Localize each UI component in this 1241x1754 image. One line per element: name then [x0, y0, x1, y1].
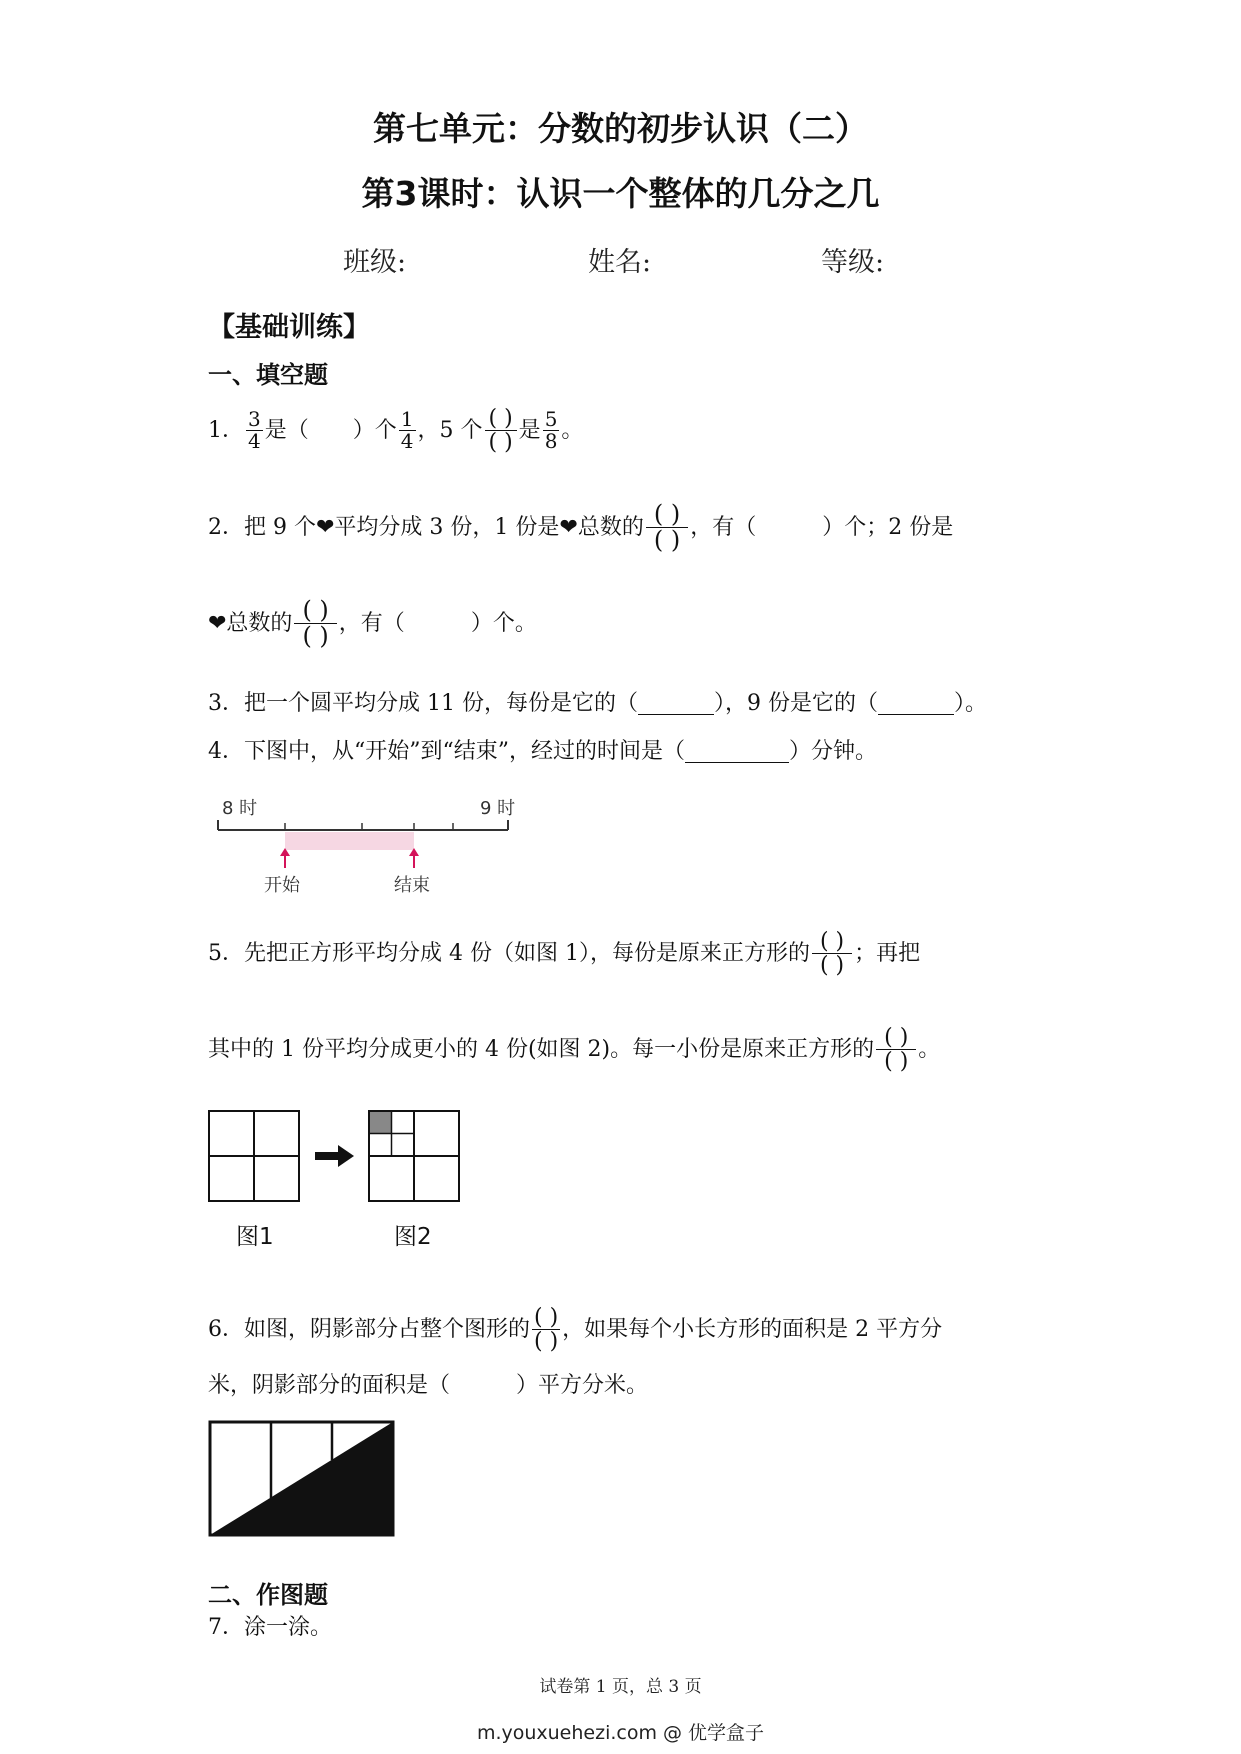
part-fill-in-blanks: 一、填空题: [208, 361, 328, 389]
grade-label: 等级:: [821, 247, 885, 278]
denominator-blank[interactable]: ( ): [653, 526, 681, 555]
q4-text-a: 4．下图中，从“开始”到“结束”，经过的时间是（: [208, 739, 685, 764]
question-number: 1．: [208, 417, 244, 443]
q4-text-b: ）分钟。: [789, 739, 878, 764]
fraction-one-quarter: [399, 409, 416, 452]
q3-text-a: 3．把一个圆平均分成 11 份，每份是它的（: [208, 691, 638, 716]
q5-text-a: 5．先把正方形平均分成 4 份（如图 1），每份是原来正方形的: [208, 940, 810, 966]
q2-text-d: ❤总数的: [208, 610, 293, 636]
blank-fraction[interactable]: [532, 1306, 560, 1353]
q2-text-c: ）个；2 份是: [822, 514, 954, 540]
blank-fraction[interactable]: [876, 1026, 916, 1073]
q1-text-d: 是: [518, 417, 541, 443]
numerator-blank[interactable]: ( ): [534, 1305, 559, 1330]
figure-2-square: [369, 1111, 459, 1201]
q2-text-b: ，有（: [690, 514, 757, 540]
denominator-blank[interactable]: ( ): [534, 1329, 559, 1355]
arrow-right-icon: [315, 1145, 354, 1167]
q2-text-a: 2．把 9 个❤平均分成 3 份，1 份是❤总数的: [208, 514, 644, 540]
question-6-line-2: [208, 1375, 648, 1397]
elapsed-highlight: [285, 832, 414, 850]
q6-text-a: 6．如图，阴影部分占整个图形的: [208, 1316, 530, 1342]
numerator-blank[interactable]: ( ): [488, 406, 513, 431]
q3-text-c: ）。: [953, 691, 987, 716]
blank-fraction[interactable]: [812, 930, 852, 977]
q1-text-b: ）个: [352, 417, 397, 443]
question-7: 7．涂一涂。: [208, 1615, 332, 1640]
q3-text-b: ），9 份是它的（: [713, 691, 878, 716]
numerator-blank[interactable]: ( ): [819, 929, 845, 954]
question-6-line-1: [208, 1306, 942, 1353]
watermark: m.youxuehezi.com @ 优学盒子: [476, 1722, 765, 1744]
lesson-subtitle: 第3课时：认识一个整体的几分之几: [361, 174, 880, 213]
denominator-blank[interactable]: ( ): [488, 430, 513, 456]
numerator: 1: [400, 407, 414, 432]
answer-blank[interactable]: [878, 696, 954, 715]
question-5-line-1: [208, 930, 920, 977]
denominator: 4: [248, 429, 261, 454]
blank-fraction[interactable]: [294, 598, 336, 649]
question-2-line-2: [208, 598, 537, 649]
q1-text-e: 。: [561, 417, 584, 443]
answer-blank[interactable]: [638, 696, 714, 715]
denominator-blank[interactable]: ( ): [819, 953, 845, 979]
page-title: 第七单元：分数的初步认识（二）: [373, 109, 868, 148]
shaded-rectangle-figure: [208, 1420, 398, 1540]
numerator-blank[interactable]: ( ): [653, 500, 681, 528]
numerator-blank[interactable]: ( ): [302, 596, 329, 624]
question-4: [208, 741, 877, 763]
q5-text-d: 。: [918, 1036, 941, 1062]
square-division-figures: [208, 1110, 468, 1210]
q6-text-c: 米，阴影部分的面积是（: [208, 1373, 451, 1398]
denominator: 8: [544, 429, 558, 454]
q6-text-d: ）平方分米。: [516, 1373, 649, 1398]
q1-text-a: 是（: [264, 417, 309, 443]
page-footer: 试卷第 1 页，总 3 页: [539, 1677, 702, 1697]
blank-fraction[interactable]: [485, 407, 517, 454]
fraction-five-eighths: [543, 409, 560, 452]
part-drawing: 二、作图题: [208, 1581, 328, 1609]
timeline-diagram: [208, 790, 538, 900]
section-basic-training: 【基础训练】: [208, 312, 370, 343]
q1-text-c: ，5 个: [417, 417, 483, 443]
fraction-three-quarters: [246, 409, 263, 452]
q6-text-b: ，如果每个小长方形的面积是 2 平方分: [562, 1316, 943, 1342]
class-label: 班级:: [343, 247, 407, 278]
name-label: 姓名:: [588, 247, 652, 278]
question-2-line-1: [208, 502, 953, 553]
numerator-blank[interactable]: ( ): [884, 1025, 909, 1050]
q2-text-f: ）个。: [470, 610, 537, 636]
end-hour-label: 9 时: [480, 798, 516, 819]
end-label: 结束: [394, 875, 430, 896]
numerator: 3: [248, 407, 261, 432]
question-1: [208, 407, 583, 454]
figure-1-square: [209, 1111, 299, 1201]
blank-fraction[interactable]: [646, 502, 688, 553]
q2-text-e: ，有（: [338, 610, 405, 636]
question-3: [208, 693, 987, 715]
figure-1-caption: 图1: [236, 1224, 274, 1250]
question-5-line-2: [208, 1026, 940, 1073]
denominator-blank[interactable]: ( ): [302, 622, 329, 651]
begin-label: 开始: [264, 875, 300, 896]
numerator: 5: [544, 407, 558, 432]
figure-2-caption: 图2: [394, 1224, 432, 1250]
shaded-small-square: [370, 1112, 391, 1133]
denominator-blank[interactable]: ( ): [884, 1049, 909, 1075]
answer-blank[interactable]: [685, 744, 789, 763]
start-hour-label: 8 时: [222, 798, 258, 819]
denominator: 4: [400, 429, 414, 454]
q5-text-c: 其中的 1 份平均分成更小的 4 份(如图 2)。每一小份是原来正方形的: [208, 1036, 875, 1062]
q5-text-b: ；再把: [854, 940, 921, 966]
